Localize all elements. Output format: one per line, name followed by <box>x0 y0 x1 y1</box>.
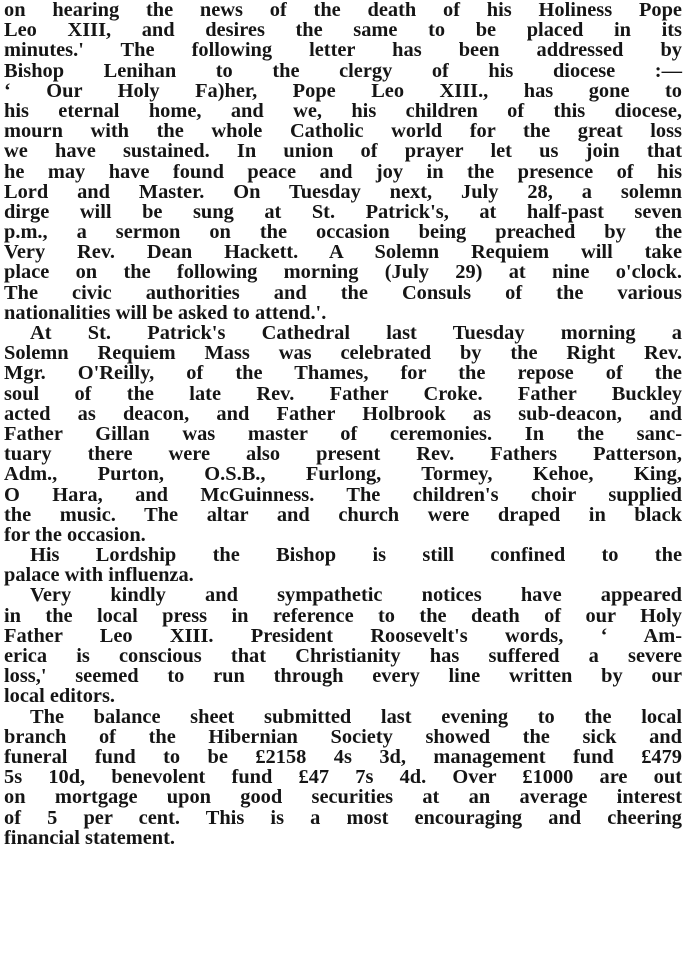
text-line: O Hara, and McGuinness. The children's choir supplied <box>4 483 682 506</box>
text-line: the music. The altar and church were draped in black <box>4 503 682 526</box>
text-line: Solemn Requiem Mass was celebrated by the Right Rev. <box>4 342 682 365</box>
text-line: The balance sheet submitted last evening to the local <box>30 705 682 728</box>
text-line: mourn with the whole Catholic world for the great loss <box>4 120 682 143</box>
text-line: his eternal home, and we, his children of this diocese, <box>4 99 682 122</box>
text-line: Mgr. O'Reilly, of the Thames, for the repose of the <box>4 362 682 385</box>
text-line: palace with influenza. <box>4 564 194 587</box>
text-line: funeral fund to be £2158 4s 3d, management fund £479 <box>4 745 682 768</box>
text-line: His Lordship the Bishop is still confined to the <box>30 544 682 567</box>
text-line: in the local press in reference to the death of our Holy <box>4 604 682 627</box>
text-line: minutes.' The following letter has been addressed by <box>4 39 682 62</box>
text-line: p.m., a sermon on the occasion being preached by the <box>4 221 682 244</box>
text-line: Leo XIII, and desires the same to be placed in its <box>4 19 682 42</box>
text-line: of 5 per cent. This is a most encouraging and cheering <box>4 806 682 829</box>
text-line: erica is conscious that Christianity has suffered a severe <box>4 645 682 667</box>
text-line: Father Leo XIII. President Roosevelt's words, ‘ Am- <box>4 624 682 647</box>
text-line: branch of the Hibernian Society showed the sick and <box>4 725 682 748</box>
text-line: tuary there were also present Rev. Fathers Patterson, <box>4 443 682 466</box>
text-line: Very kindly and sympathetic notices have appeared <box>30 584 682 607</box>
text-line: for the occasion. <box>4 523 146 546</box>
text-line: Adm., Purton, O.S.B., Furlong, Tormey, Kehoe, King, <box>4 463 682 486</box>
text-line: on hearing the news of the death of his Holiness Pope <box>4 0 682 21</box>
text-line: financial statement. <box>4 826 176 849</box>
text-line: loss,' seemed to run through every line written by our <box>4 665 682 688</box>
text-line: Very Rev. Dean Hackett. A Solemn Requiem will take <box>4 241 682 264</box>
text-line: Bishop Lenihan to the clergy of his diocese :— <box>4 59 682 82</box>
text-line: The civic authorities and the Consuls of the various <box>4 281 682 304</box>
text-line: Father Gillan was master of ceremonies. In the sanc- <box>4 422 682 445</box>
text-line: we have sustained. In union of prayer let us join that <box>4 140 682 163</box>
text-line: 5s 10d, benevolent fund £47 7s 4d. Over £1000 are out <box>4 766 682 789</box>
text-line: local editors. <box>4 685 115 708</box>
text-line: on mortgage upon good securities at an average interest <box>4 786 682 809</box>
text-line: nationalities will be asked to attend.'. <box>4 301 327 324</box>
text-line: place on the following morning (July 29) at nine o'clock. <box>4 261 682 284</box>
text-line: Lord and Master. On Tuesday next, July 28, a solemn <box>4 180 682 203</box>
article-column <box>4 0 682 848</box>
text-line: ‘ Our Holy Fa)her, Pope Leo XIII., has gone to <box>4 79 682 102</box>
text-line: At St. Patrick's Cathedral last Tuesday morning a <box>30 322 682 344</box>
text-line: soul of the late Rev. Father Croke. Father Buckley <box>4 382 682 405</box>
text-line: dirge will be sung at St. Patrick's, at half-past seven <box>4 200 682 223</box>
text-line: he may have found peace and joy in the presence of his <box>4 160 682 183</box>
text-line: acted as deacon, and Father Holbrook as sub-deacon, and <box>4 402 682 425</box>
